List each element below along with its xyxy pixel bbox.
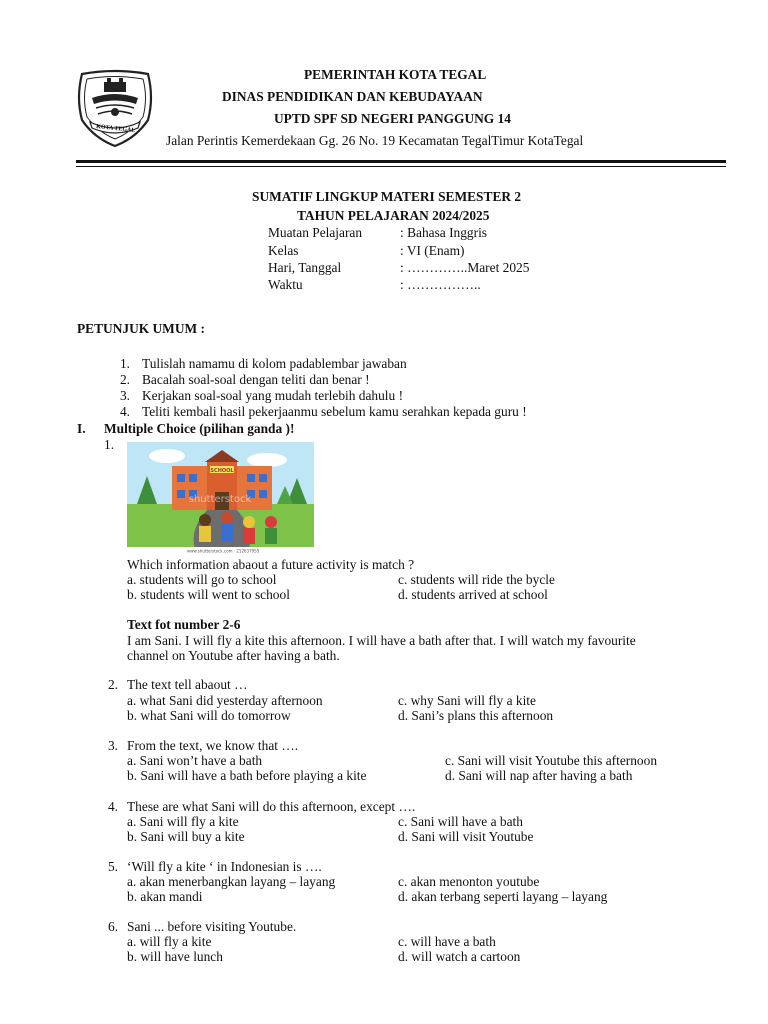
question-number: 1.	[104, 437, 115, 452]
question-text: The text tell abaout …	[127, 677, 248, 692]
question-text: Which information abaout a future activity is match ?	[127, 557, 415, 572]
exam-title-1: SUMATIF LINGKUP MATERI SEMESTER 2	[252, 189, 522, 204]
meta-value: : VI (Enam)	[400, 243, 465, 258]
watermark: shutterstock	[188, 494, 252, 505]
instruction-number: 1.	[119, 356, 130, 371]
option-d: d. will watch a cartoon	[398, 949, 521, 964]
question-text: ‘Will fly a kite ‘ in Indonesian is ….	[127, 859, 322, 874]
section-roman: I.	[77, 421, 86, 436]
instructions-heading: PETUNJUK UMUM :	[77, 321, 205, 336]
logo-text: KOTA TEGAL	[95, 123, 136, 135]
option-c: c. akan menonton youtube	[398, 874, 540, 889]
option-a: a. what Sani did yesterday afternoon	[127, 693, 323, 708]
question-number: 4.	[107, 799, 118, 814]
option-c: c. students will ride the bycle	[398, 572, 555, 587]
question-text: From the text, we know that ….	[127, 738, 299, 753]
question-number: 2.	[107, 677, 118, 692]
question-number: 3.	[107, 738, 118, 753]
header-line-3: UPTD SPF SD NEGERI PANGGUNG 14	[274, 111, 511, 126]
option-b: b. Sani will have a bath before playing a kite	[127, 768, 367, 783]
option-a: a. Sani won’t have a bath	[127, 753, 263, 768]
meta-label: Muatan Pelajaran	[268, 225, 363, 240]
option-b: b. Sani will buy a kite	[127, 829, 245, 844]
header-rule-thin	[76, 166, 726, 167]
option-d: d. Sani’s plans this afternoon	[398, 708, 554, 723]
city-crest-icon	[74, 68, 156, 148]
school-illustration	[127, 442, 314, 554]
option-d: d. Sani will nap after having a bath	[445, 768, 633, 783]
option-c: c. Sani will have a bath	[398, 814, 523, 829]
meta-value: : Bahasa Inggris	[400, 225, 488, 240]
option-c: c. Sani will visit Youtube this afternoon	[445, 753, 658, 768]
instruction-item: Teliti kembali hasil pekerjaanmu sebelum kamu serahkan kepada guru !	[142, 404, 527, 419]
instruction-item: Tulislah namamu di kolom padablembar jawaban	[142, 356, 407, 371]
exam-title-2: TAHUN PELAJARAN 2024/2025	[297, 208, 490, 223]
option-d: d. akan terbang seperti layang – layang	[398, 889, 608, 904]
option-c: c. why Sani will fly a kite	[398, 693, 536, 708]
option-a: a. will fly a kite	[127, 934, 212, 949]
question-number: 5.	[107, 859, 118, 874]
option-a: a. akan menerbangkan layang – layang	[127, 874, 336, 889]
meta-label: Kelas	[268, 243, 299, 258]
question-number: 6.	[107, 919, 118, 934]
instruction-item: Kerjakan soal-soal yang mudah terlebih dahulu !	[142, 388, 404, 403]
option-d: d. students arrived at school	[398, 587, 548, 602]
meta-label: Waktu	[268, 277, 303, 292]
instruction-number: 4.	[119, 404, 130, 419]
option-d: d. Sani will visit Youtube	[398, 829, 534, 844]
meta-value: : ……………..	[400, 277, 481, 292]
option-b: b. students will went to school	[127, 587, 290, 602]
question-text: These are what Sani will do this afternoon, except ….	[127, 799, 416, 814]
header-line-2: DINAS PENDIDIKAN DAN KEBUDAYAAN	[222, 89, 483, 104]
meta-value: : …………..Maret 2025	[400, 260, 530, 275]
option-c: c. will have a bath	[398, 934, 496, 949]
instruction-number: 2.	[119, 372, 130, 387]
section-heading: Multiple Choice (pilihan ganda )!	[104, 421, 295, 436]
meta-label: Hari, Tanggal	[268, 260, 342, 275]
option-a: a. students will go to school	[127, 572, 277, 587]
image-caption: www.shutterstock.com · 212637955	[187, 548, 260, 554]
question-text: Sani ... before visiting Youtube.	[127, 919, 297, 934]
option-b: b. will have lunch	[127, 949, 223, 964]
header-line-1: PEMERINTAH KOTA TEGAL	[304, 67, 487, 82]
header-rule-thick	[76, 160, 726, 163]
instruction-item: Bacalah soal-soal dengan teliti dan benar !	[142, 372, 370, 387]
option-b: b. what Sani will do tomorrow	[127, 708, 291, 723]
passage-line-2: channel on Youtube after having a bath.	[127, 648, 340, 663]
option-b: b. akan mandi	[127, 889, 203, 904]
passage-heading: Text fot number 2-6	[127, 617, 241, 632]
header-address: Jalan Perintis Kemerdekaan Gg. 26 No. 19 Kecamatan TegalTimur KotaTegal	[166, 133, 584, 148]
instruction-number: 3.	[119, 388, 130, 403]
school-sign: SCHOOL	[210, 468, 234, 474]
option-a: a. Sani will fly a kite	[127, 814, 239, 829]
passage-line-1: I am Sani. I will fly a kite this afternoon. I will have a bath after that. I will watch my favourite	[127, 633, 636, 648]
